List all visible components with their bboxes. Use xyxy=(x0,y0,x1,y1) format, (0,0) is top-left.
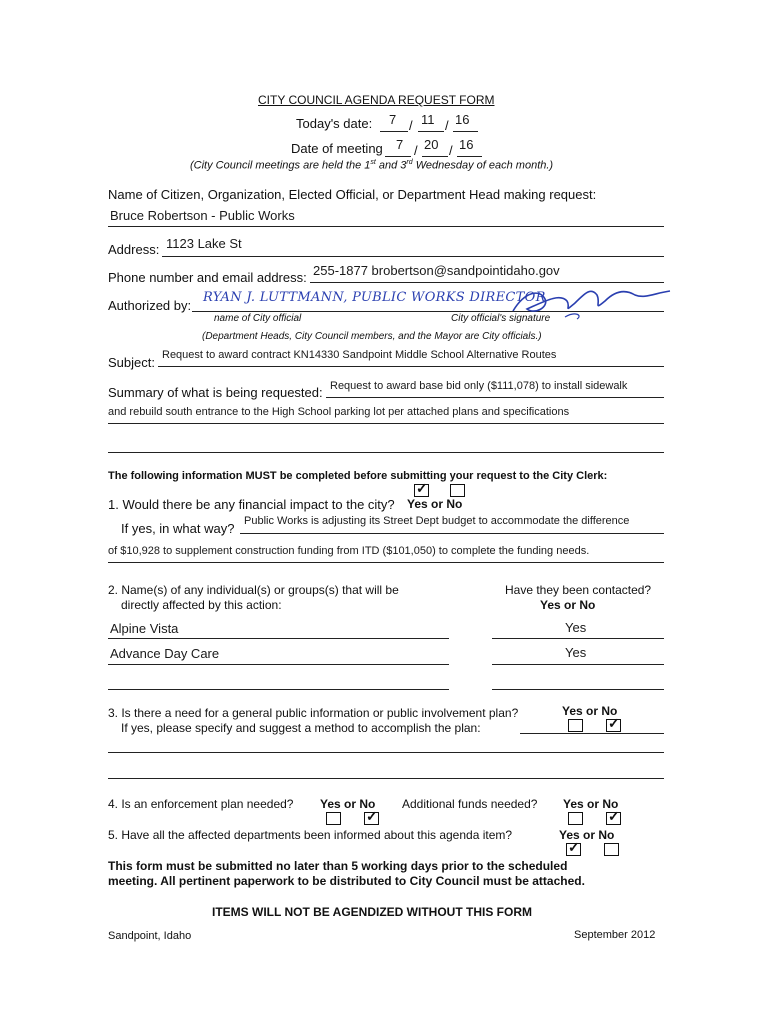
footer-warning: ITEMS WILL NOT BE AGENDIZED WITHOUT THIS FORM xyxy=(212,905,532,919)
q4-yes-or-no: Yes or No xyxy=(320,797,376,811)
q3-line-2: If yes, please specify and suggest a method to accomplish the plan: xyxy=(121,721,481,735)
q1-followup-value-2: of $10,928 to supplement construction funding from ITD ($101,050) to complete the funding needs. xyxy=(108,545,590,557)
q5-question: 5. Have all the affected departments been informed about this agenda item? xyxy=(108,828,513,842)
affected-contacted-2: Yes xyxy=(565,645,587,660)
meeting-date-day: 20 xyxy=(424,137,439,152)
subject-value: Request to award contract KN14330 Sandpoint Middle School Alternative Routes xyxy=(162,349,557,361)
q4b-no-checkbox[interactable]: ✓ xyxy=(608,808,620,824)
q3-yes-checkbox[interactable] xyxy=(568,719,583,732)
q5-yes-checkbox[interactable]: ✓ xyxy=(568,839,580,855)
deadline-line-1: This form must be submitted no later than 5 working days prior to the scheduled xyxy=(108,859,568,873)
official-name-caption: name of City official xyxy=(214,313,302,324)
affected-name-2: Advance Day Care xyxy=(110,646,220,661)
requester-value: Bruce Robertson - Public Works xyxy=(110,208,295,223)
q4-no-checkbox[interactable]: ✓ xyxy=(366,808,378,824)
summary-label: Summary of what is being requested: xyxy=(108,385,323,400)
q5-yes-or-no: Yes or No xyxy=(559,828,615,842)
q2-line-2: directly affected by this action: xyxy=(121,598,282,612)
q2-line-1: 2. Name(s) of any individual(s) or groups(s) that will be xyxy=(108,583,399,597)
todays-date-year: 16 xyxy=(455,112,470,127)
q3-yes-or-no: Yes or No xyxy=(562,704,618,718)
q3-no-checkbox[interactable]: ✓ xyxy=(608,715,620,731)
form-title: CITY COUNCIL AGENDA REQUEST FORM xyxy=(258,93,495,107)
address-label: Address: xyxy=(108,242,160,257)
q4b-yes-or-no: Yes or No xyxy=(563,797,619,811)
phone-label: Phone number and email address: xyxy=(108,270,307,285)
requester-label: Name of Citizen, Organization, Elected Official, or Department Head making request: xyxy=(108,187,597,202)
footer-location: Sandpoint, Idaho xyxy=(108,930,192,942)
q4-question: 4. Is an enforcement plan needed? xyxy=(108,797,294,811)
q1-yes-or-no: Yes or No xyxy=(407,497,463,511)
phone-value: 255-1877 brobertson@sandpointidaho.gov xyxy=(313,263,560,278)
q1-question: 1. Would there be any financial impact to the city? xyxy=(108,497,395,512)
todays-date-label: Today's date: xyxy=(296,116,373,131)
summary-value-1: Request to award base bid only ($111,078) to install sidewalk xyxy=(330,380,628,392)
q4b-question: Additional funds needed? xyxy=(402,797,538,811)
meeting-note: (City Council meetings are held the 1st and 3rd Wednesday of each month.) xyxy=(190,159,554,172)
summary-value-2: and rebuild south entrance to the High School parking lot per attached plans and specifications xyxy=(108,406,570,418)
todays-date-day: 11 xyxy=(421,112,435,127)
q4-yes-checkbox[interactable] xyxy=(326,812,341,825)
authorized-value: RYAN J. LUTTMANN, PUBLIC WORKS DIRECTOR xyxy=(203,290,546,305)
q2-contacted-label: Have they been contacted? xyxy=(505,583,652,597)
q4b-yes-checkbox[interactable] xyxy=(568,812,583,825)
q1-no-checkbox[interactable] xyxy=(450,484,465,497)
meeting-date-year: 16 xyxy=(459,137,474,152)
meeting-date-label: Date of meeting xyxy=(291,141,383,156)
meeting-date-month: 7 xyxy=(396,137,404,152)
q2-contacted-yes-or-no: Yes or No xyxy=(540,598,596,612)
q1-followup-label: If yes, in what way? xyxy=(121,521,235,536)
affected-name-1: Alpine Vista xyxy=(110,621,179,636)
q5-no-checkbox[interactable] xyxy=(604,843,619,856)
affected-contacted-1: Yes xyxy=(565,620,587,635)
authorized-label: Authorized by: xyxy=(108,298,192,313)
deadline-line-2: meeting. All pertinent paperwork to be distributed to City Council must be attached. xyxy=(108,874,585,888)
footer-date: September 2012 xyxy=(574,929,656,941)
officials-note: (Department Heads, City Council members, and the Mayor are City officials.) xyxy=(202,331,542,342)
q3-line-1: 3. Is there a need for a general public information or public involvement plan? xyxy=(108,706,519,720)
official-sig-caption: City official's signature xyxy=(451,313,551,324)
subject-label: Subject: xyxy=(108,355,155,370)
q1-yes-checkbox[interactable]: ✓ xyxy=(416,480,428,496)
address-value: 1123 Lake St xyxy=(166,236,242,251)
q1-followup-value-1: Public Works is adjusting its Street Dept budget to accommodate the difference xyxy=(244,515,630,527)
must-complete-note: The following information MUST be completed before submitting your request to the City Clerk: xyxy=(108,470,608,482)
todays-date-month: 7 xyxy=(389,112,397,127)
